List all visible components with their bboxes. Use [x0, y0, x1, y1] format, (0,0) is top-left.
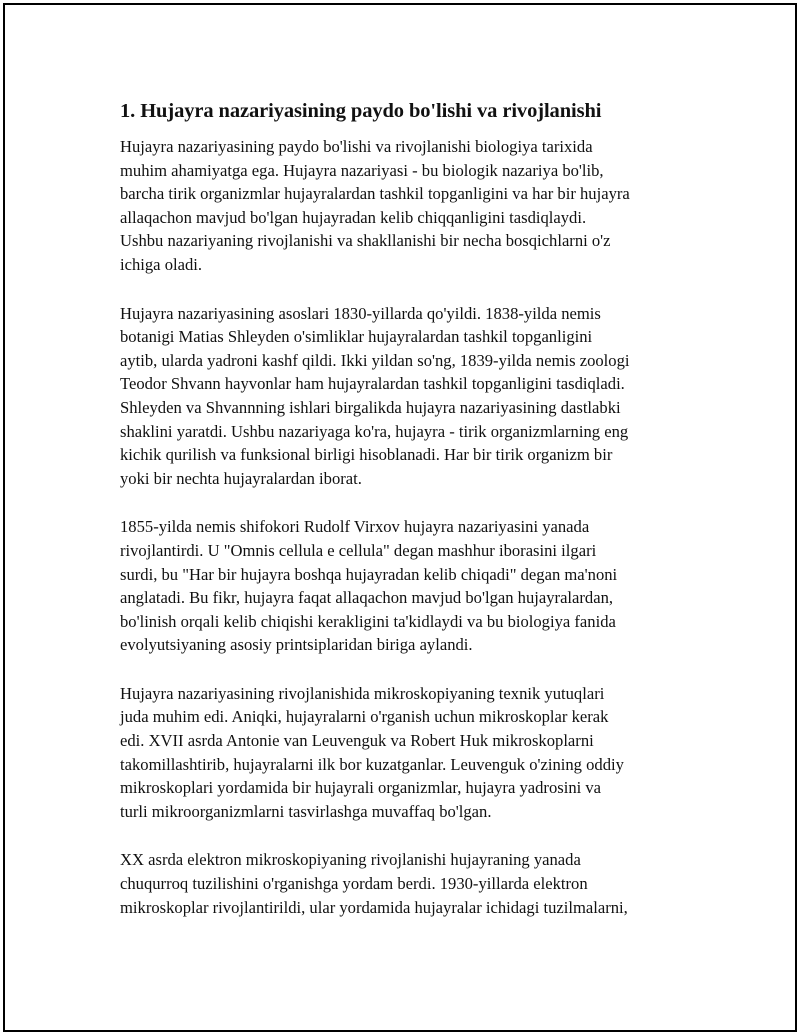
text-line: rivojlantirdi. U "Omnis cellula e cellula" degan mashhur iborasini ilgari — [120, 540, 597, 560]
text-line: edi. XVII asrda Antonie van Leuvenguk va Robert Huk mikroskoplarni — [120, 731, 594, 751]
text-line: XX asrda elektron mikroskopiyaning rivojlanishi hujayraning yanada — [120, 850, 581, 870]
text-line: anglatadi. Bu fikr, hujayra faqat allaqachon mavjud bo'lgan hujayralardan, — [120, 588, 614, 608]
text-line: takomillashtirib, hujayralarni ilk bor kuzatganlar. Leuvenguk o'zining oddiy — [120, 754, 624, 774]
paragraph — [120, 135, 700, 277]
text-line: Hujayra nazariyasining rivojlanishida mikroskopiyaning texnik yutuqlari — [120, 683, 605, 703]
text-line: allaqachon mavjud bo'lgan hujayradan kelib chiqqanligini tasdiqlaydi. — [120, 207, 587, 227]
text-line: muhim ahamiyatga ega. Hujayra nazariyasi - bu biologik nazariya bo'lib, — [120, 160, 604, 180]
text-line: yoki bir nechta hujayralardan iborat. — [120, 468, 362, 488]
text-line: mikroskoplari yordamida bir hujayrali organizmlar, hujayra yadrosini va — [120, 778, 602, 798]
text-line: mikroskoplar rivojlantirildi, ular yordamida hujayralar ichidagi tuzilmalarni, — [120, 897, 628, 917]
paragraph — [120, 682, 700, 824]
document-body — [120, 135, 700, 919]
document-title: 1. Hujayra nazariyasining paydo bo'lishi va rivojlanishi — [120, 100, 602, 122]
text-line: Shleyden va Shvannning ishlari birgalikda hujayra nazariyasining dastlabki — [120, 397, 621, 417]
text-line: chuqurroq tuzilishini o'rganishga yordam berdi. 1930-yillarda elektron — [120, 874, 588, 894]
text-line: 1855-yilda nemis shifokori Rudolf Virxov hujayra nazariyasini yanada — [120, 517, 590, 537]
page-frame — [3, 3, 797, 1032]
paragraph — [120, 302, 700, 491]
text-line: turli mikroorganizmlarni tasvirlashga muvaffaq bo'lgan. — [120, 801, 492, 821]
text-line: botanigi Matias Shleyden o'simliklar hujayralardan tashkil topganligini — [120, 327, 593, 347]
text-line: ichiga oladi. — [120, 254, 203, 274]
text-line: barcha tirik organizmlar hujayralardan tashkil topganligini va har bir hujayra — [120, 184, 630, 204]
text-line: aytib, ularda yadroni kashf qildi. Ikki yildan so'ng, 1839-yilda nemis zoologi — [120, 350, 630, 370]
text-line: shaklini yaratdi. Ushbu nazariyaga ko'ra, hujayra - tirik organizmlarning eng — [120, 421, 629, 441]
text-line: evolyutsiyaning asosiy printsiplaridan biriga aylandi. — [120, 635, 473, 655]
text-line: Ushbu nazariyaning rivojlanishi va shakllanishi bir necha bosqichlarni o'z — [120, 231, 611, 251]
text-line: kichik qurilish va funksional birligi hisoblanadi. Har bir tirik organizm bir — [120, 445, 613, 465]
paragraph — [120, 515, 700, 657]
text-line: Teodor Shvann hayvonlar ham hujayralardan tashkil topganligini tasdiqladi. — [120, 374, 625, 394]
paragraph — [120, 848, 700, 919]
text-line: bo'linish orqali kelib chiqishi kerakligini ta'kidlaydi va bu biologiya fanida — [120, 611, 616, 631]
text-line: juda muhim edi. Aniqki, hujayralarni o'rganish uchun mikroskoplar kerak — [120, 707, 609, 727]
document-content — [120, 97, 700, 944]
text-line: Hujayra nazariyasining paydo bo'lishi va rivojlanishi biologiya tarixida — [120, 137, 593, 156]
text-line: Hujayra nazariyasining asoslari 1830-yillarda qo'yildi. 1838-yilda nemis — [120, 303, 601, 323]
text-line: surdi, bu "Har bir hujayra boshqa hujayradan kelib chiqadi" degan ma'noni — [120, 564, 618, 584]
